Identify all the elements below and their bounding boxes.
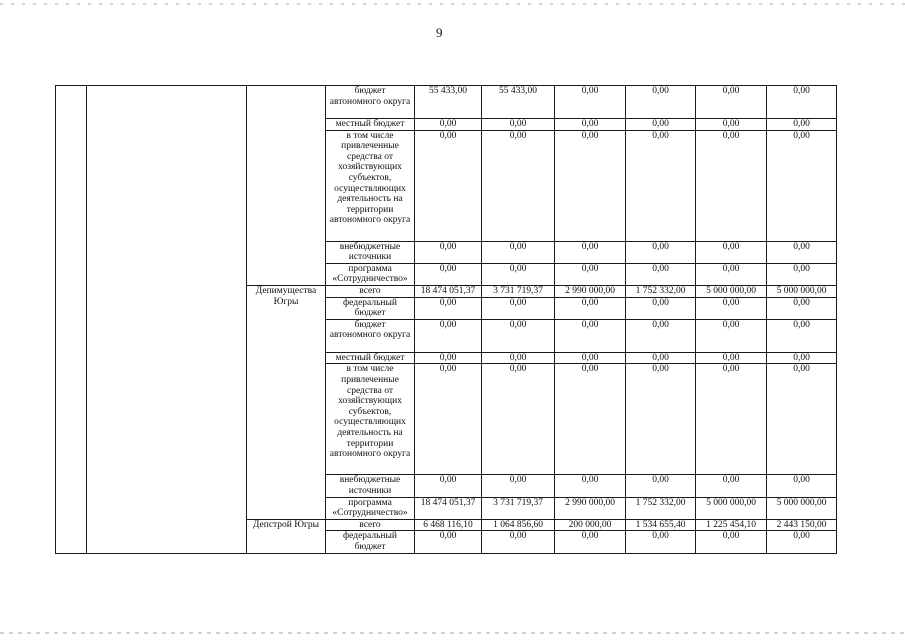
value-year-2: 0,00	[555, 531, 626, 553]
value-year-3: 1 752 332,00	[626, 285, 696, 297]
value-year-2: 2 990 000,00	[555, 497, 626, 519]
responsible-cell: Депстрой Югры	[247, 519, 326, 553]
value-year-3: 1 534 655,40	[626, 519, 696, 531]
value-year-4: 0,00	[696, 531, 767, 553]
value-year-5: 0,00	[767, 352, 837, 364]
value-year-2: 0,00	[555, 364, 626, 475]
value-year-2: 0,00	[555, 119, 626, 131]
value-total: 0,00	[415, 297, 482, 319]
source-cell: в том числе привлеченные средства от хозяйствующих субъектов, осуществляющих деятельность на территории автономного округа	[326, 364, 415, 475]
value-year-2: 0,00	[555, 297, 626, 319]
table-row	[56, 86, 837, 119]
value-year-1: 1 064 856,60	[482, 519, 555, 531]
source-cell: программа «Сотрудничество»	[326, 263, 415, 285]
value-year-2: 0,00	[555, 241, 626, 263]
value-year-1: 0,00	[482, 119, 555, 131]
responsible-cell	[247, 86, 326, 286]
value-year-1: 0,00	[482, 297, 555, 319]
value-year-1: 0,00	[482, 263, 555, 285]
value-total: 0,00	[415, 352, 482, 364]
value-total: 0,00	[415, 319, 482, 352]
value-year-3: 0,00	[626, 241, 696, 263]
value-year-5: 0,00	[767, 86, 837, 119]
value-year-4: 0,00	[696, 319, 767, 352]
value-year-4: 0,00	[696, 352, 767, 364]
source-cell: местный бюджет	[326, 352, 415, 364]
value-total: 0,00	[415, 475, 482, 497]
value-year-1: 0,00	[482, 364, 555, 475]
source-cell: федеральный бюджет	[326, 297, 415, 319]
value-year-3: 0,00	[626, 263, 696, 285]
budget-table	[55, 85, 837, 554]
value-total: 0,00	[415, 531, 482, 553]
value-year-1: 0,00	[482, 319, 555, 352]
source-cell: внебюджетные источники	[326, 475, 415, 497]
value-year-3: 0,00	[626, 130, 696, 241]
value-year-5: 0,00	[767, 475, 837, 497]
value-year-4: 0,00	[696, 297, 767, 319]
value-year-5: 0,00	[767, 364, 837, 475]
value-year-4: 1 225 454,10	[696, 519, 767, 531]
value-total: 18 474 051,37	[415, 285, 482, 297]
source-cell: в том числе привлеченные средства от хозяйствующих субъектов, осуществляющих деятельность на территории автономного округа	[326, 130, 415, 241]
source-cell: федеральный бюджет	[326, 531, 415, 553]
value-year-5: 0,00	[767, 297, 837, 319]
scan-artifact-top	[0, 3, 905, 5]
value-total: 0,00	[415, 364, 482, 475]
page-number: 9	[436, 25, 443, 40]
value-year-1: 0,00	[482, 241, 555, 263]
value-year-1: 0,00	[482, 130, 555, 241]
value-total: 18 474 051,37	[415, 497, 482, 519]
value-year-2: 0,00	[555, 86, 626, 119]
value-total: 0,00	[415, 119, 482, 131]
value-year-2: 200 000,00	[555, 519, 626, 531]
value-year-2: 0,00	[555, 352, 626, 364]
value-year-5: 5 000 000,00	[767, 497, 837, 519]
value-year-1: 3 731 719,37	[482, 285, 555, 297]
value-year-3: 0,00	[626, 364, 696, 475]
source-cell: всего	[326, 285, 415, 297]
value-total: 0,00	[415, 241, 482, 263]
value-year-3: 1 752 332,00	[626, 497, 696, 519]
value-year-4: 5 000 000,00	[696, 285, 767, 297]
value-year-4: 0,00	[696, 119, 767, 131]
value-total: 0,00	[415, 263, 482, 285]
scan-artifact-bottom	[0, 632, 905, 634]
value-year-2: 0,00	[555, 130, 626, 241]
value-year-1: 0,00	[482, 352, 555, 364]
source-cell: программа «Сотрудничество»	[326, 497, 415, 519]
value-year-4: 0,00	[696, 86, 767, 119]
value-year-5: 0,00	[767, 130, 837, 241]
value-year-5: 0,00	[767, 319, 837, 352]
source-cell: местный бюджет	[326, 119, 415, 131]
value-year-1: 55 433,00	[482, 86, 555, 119]
value-total: 6 468 116,10	[415, 519, 482, 531]
source-cell: бюджет автономного округа	[326, 86, 415, 119]
value-year-1: 0,00	[482, 475, 555, 497]
value-year-2: 2 990 000,00	[555, 285, 626, 297]
responsible-cell: Депимущества Югры	[247, 285, 326, 519]
value-year-3: 0,00	[626, 531, 696, 553]
value-year-5: 0,00	[767, 119, 837, 131]
value-year-4: 0,00	[696, 241, 767, 263]
value-year-4: 5 000 000,00	[696, 497, 767, 519]
value-year-4: 0,00	[696, 130, 767, 241]
source-cell: бюджет автономного округа	[326, 319, 415, 352]
source-cell: всего	[326, 519, 415, 531]
value-year-4: 0,00	[696, 263, 767, 285]
value-year-2: 0,00	[555, 475, 626, 497]
value-year-5: 5 000 000,00	[767, 285, 837, 297]
value-year-3: 0,00	[626, 352, 696, 364]
source-cell: внебюджетные источники	[326, 241, 415, 263]
activity-cell	[87, 86, 247, 554]
value-year-3: 0,00	[626, 86, 696, 119]
value-year-3: 0,00	[626, 119, 696, 131]
value-year-4: 0,00	[696, 475, 767, 497]
value-year-2: 0,00	[555, 263, 626, 285]
value-year-3: 0,00	[626, 297, 696, 319]
value-year-3: 0,00	[626, 319, 696, 352]
value-year-3: 0,00	[626, 475, 696, 497]
value-year-5: 0,00	[767, 531, 837, 553]
value-year-2: 0,00	[555, 319, 626, 352]
value-year-5: 2 443 150,00	[767, 519, 837, 531]
value-year-1: 3 731 719,37	[482, 497, 555, 519]
value-year-5: 0,00	[767, 263, 837, 285]
value-total: 0,00	[415, 130, 482, 241]
value-year-1: 0,00	[482, 531, 555, 553]
value-year-5: 0,00	[767, 241, 837, 263]
value-year-4: 0,00	[696, 364, 767, 475]
number-cell	[56, 86, 87, 554]
value-total: 55 433,00	[415, 86, 482, 119]
